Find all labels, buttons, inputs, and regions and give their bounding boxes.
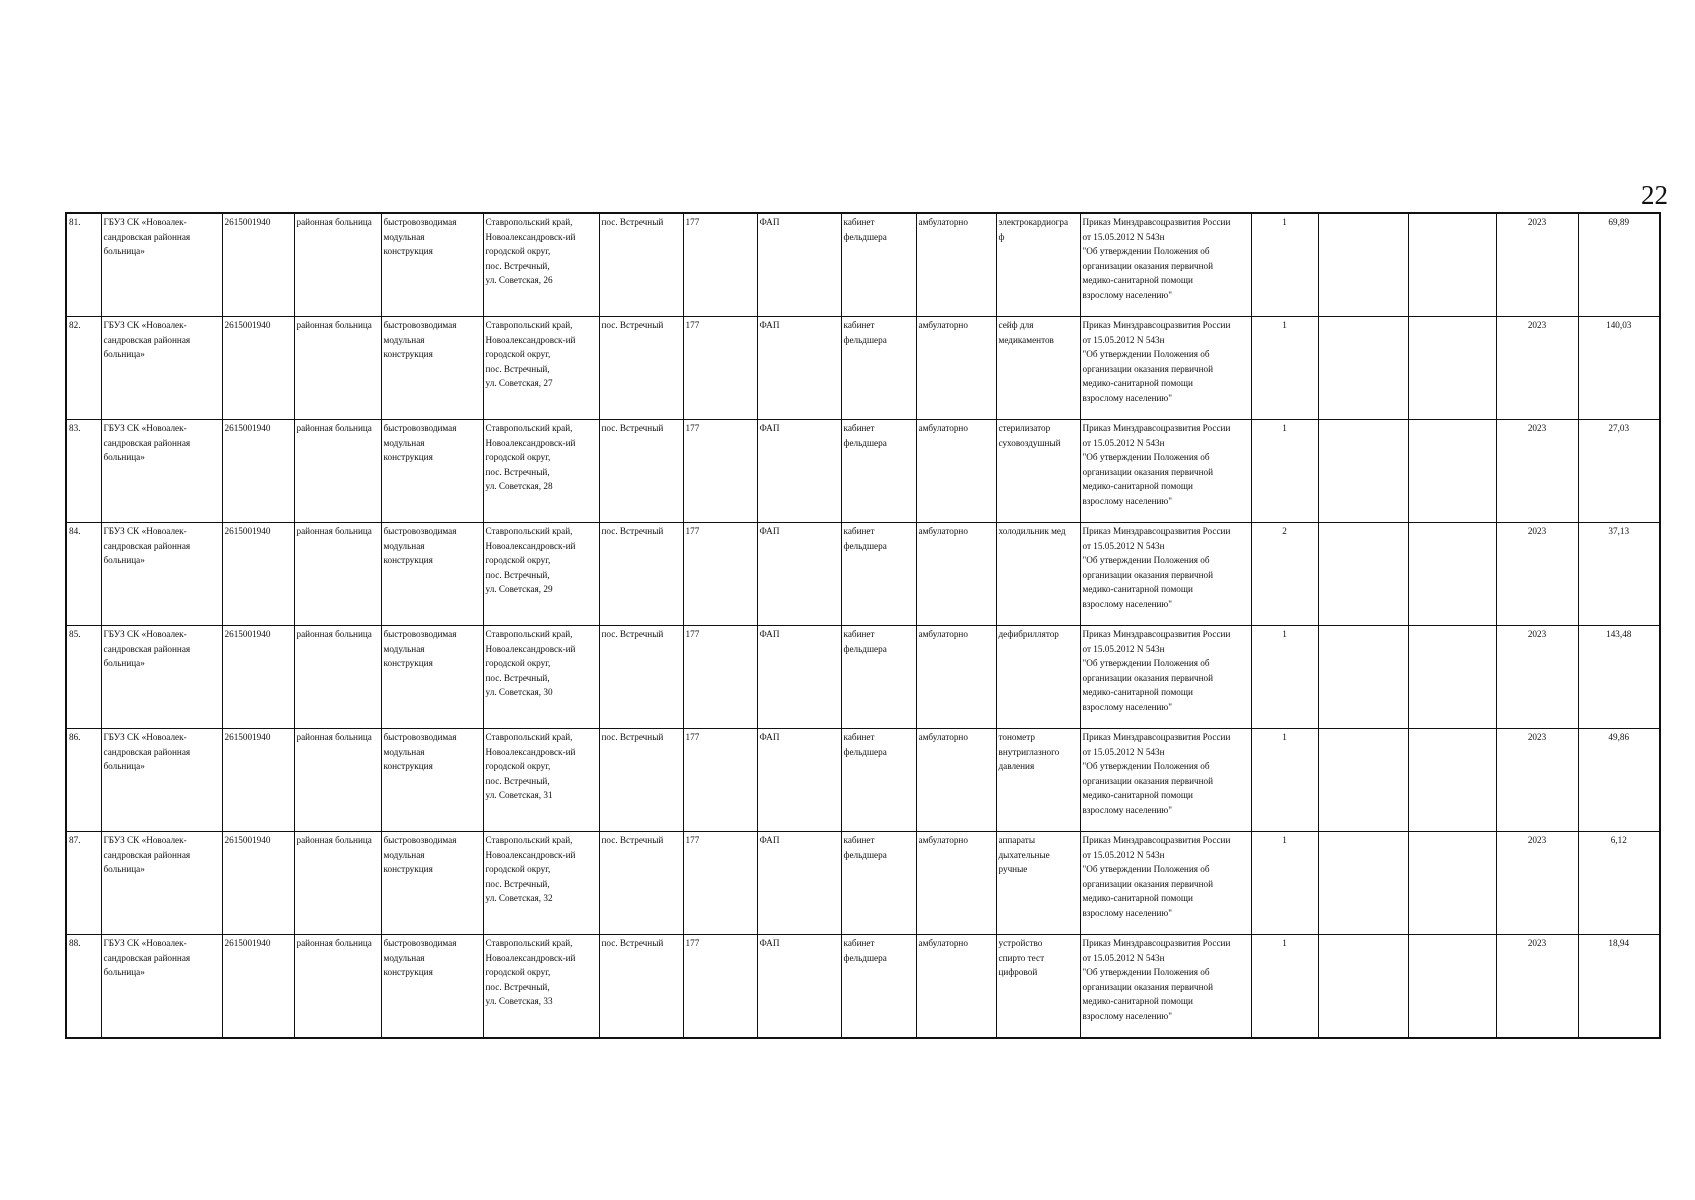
room: кабинет фельдшера — [841, 832, 916, 935]
facility-type: ФАП — [757, 420, 841, 523]
quantity: 2 — [1251, 523, 1318, 626]
address: Ставропольский край, Новоалександровск-ий городской округ, пос. Встречный, ул. Советская, 29 — [483, 523, 599, 626]
table-row — [66, 832, 1660, 935]
table-row — [66, 729, 1660, 832]
year: 2023 — [1496, 626, 1578, 729]
amount: 27,03 — [1578, 420, 1660, 523]
inn-code: 2615001940 — [222, 729, 294, 832]
year: 2023 — [1496, 523, 1578, 626]
care-form: амбулаторно — [916, 626, 996, 729]
population: 177 — [683, 832, 757, 935]
room: кабинет фельдшера — [841, 626, 916, 729]
organization-name: ГБУЗ СК «Новоалек- сандровская районная больница» — [101, 729, 222, 832]
year: 2023 — [1496, 935, 1578, 1039]
construction-type: быстровозводимая модульная конструкция — [381, 832, 483, 935]
organization-type: районная больница — [294, 626, 381, 729]
room: кабинет фельдшера — [841, 213, 916, 317]
organization-name: ГБУЗ СК «Новоалек- сандровская районная больница» — [101, 935, 222, 1039]
row-number: 83. — [66, 420, 101, 523]
regulatory-order: Приказ Минздравсоцразвития России от 15.05.2012 N 543н "Об утверждении Положения об организации оказания первичной медико-санитарной помощи взрослому населению" — [1080, 935, 1251, 1039]
care-form: амбулаторно — [916, 935, 996, 1039]
table-row — [66, 213, 1660, 317]
row-number: 82. — [66, 317, 101, 420]
amount: 6,12 — [1578, 832, 1660, 935]
empty-cell — [1408, 729, 1496, 832]
organization-type: районная больница — [294, 317, 381, 420]
quantity: 1 — [1251, 832, 1318, 935]
empty-cell — [1408, 213, 1496, 317]
facility-type: ФАП — [757, 213, 841, 317]
equipment-name: аппараты дыхательные ручные — [996, 832, 1080, 935]
inn-code: 2615001940 — [222, 213, 294, 317]
equipment-name: стерилизатор суховоздушный — [996, 420, 1080, 523]
care-form: амбулаторно — [916, 213, 996, 317]
regulatory-order: Приказ Минздравсоцразвития России от 15.05.2012 N 543н "Об утверждении Положения об организации оказания первичной медико-санитарной помощи взрослому населению" — [1080, 317, 1251, 420]
organization-name: ГБУЗ СК «Новоалек- сандровская районная больница» — [101, 213, 222, 317]
year: 2023 — [1496, 213, 1578, 317]
population: 177 — [683, 420, 757, 523]
inn-code: 2615001940 — [222, 317, 294, 420]
empty-cell — [1318, 317, 1408, 420]
table-row — [66, 626, 1660, 729]
empty-cell — [1408, 317, 1496, 420]
empty-cell — [1318, 213, 1408, 317]
equipment-register-table — [65, 212, 1661, 1039]
room: кабинет фельдшера — [841, 935, 916, 1039]
organization-name: ГБУЗ СК «Новоалек- сандровская районная больница» — [101, 626, 222, 729]
construction-type: быстровозводимая модульная конструкция — [381, 729, 483, 832]
empty-cell — [1318, 729, 1408, 832]
settlement: пос. Встречный — [599, 935, 683, 1039]
address: Ставропольский край, Новоалександровск-ий городской округ, пос. Встречный, ул. Советская, 27 — [483, 317, 599, 420]
amount: 18,94 — [1578, 935, 1660, 1039]
address: Ставропольский край, Новоалександровск-ий городской округ, пос. Встречный, ул. Советская, 31 — [483, 729, 599, 832]
table-body — [66, 213, 1660, 1038]
construction-type: быстровозводимая модульная конструкция — [381, 523, 483, 626]
row-number: 81. — [66, 213, 101, 317]
quantity: 1 — [1251, 729, 1318, 832]
regulatory-order: Приказ Минздравсоцразвития России от 15.05.2012 N 543н "Об утверждении Положения об организации оказания первичной медико-санитарной помощи взрослому населению" — [1080, 729, 1251, 832]
row-number: 85. — [66, 626, 101, 729]
facility-type: ФАП — [757, 626, 841, 729]
care-form: амбулаторно — [916, 523, 996, 626]
amount: 69,89 — [1578, 213, 1660, 317]
organization-name: ГБУЗ СК «Новоалек- сандровская районная больница» — [101, 317, 222, 420]
quantity: 1 — [1251, 420, 1318, 523]
equipment-name: дефибриллятор — [996, 626, 1080, 729]
address: Ставропольский край, Новоалександровск-ий городской округ, пос. Встречный, ул. Советская, 30 — [483, 626, 599, 729]
room: кабинет фельдшера — [841, 420, 916, 523]
organization-name: ГБУЗ СК «Новоалек- сандровская районная больница» — [101, 420, 222, 523]
organization-type: районная больница — [294, 832, 381, 935]
empty-cell — [1318, 832, 1408, 935]
room: кабинет фельдшера — [841, 523, 916, 626]
amount: 143,48 — [1578, 626, 1660, 729]
empty-cell — [1408, 832, 1496, 935]
address: Ставропольский край, Новоалександровск-ий городской округ, пос. Встречный, ул. Советская, 26 — [483, 213, 599, 317]
equipment-name: сейф для медикаментов — [996, 317, 1080, 420]
organization-type: районная больница — [294, 729, 381, 832]
facility-type: ФАП — [757, 935, 841, 1039]
facility-type: ФАП — [757, 317, 841, 420]
regulatory-order: Приказ Минздравсоцразвития России от 15.05.2012 N 543н "Об утверждении Положения об организации оказания первичной медико-санитарной помощи взрослому населению" — [1080, 832, 1251, 935]
construction-type: быстровозводимая модульная конструкция — [381, 420, 483, 523]
quantity: 1 — [1251, 213, 1318, 317]
address: Ставропольский край, Новоалександровск-ий городской округ, пос. Встречный, ул. Советская, 33 — [483, 935, 599, 1039]
address: Ставропольский край, Новоалександровск-ий городской округ, пос. Встречный, ул. Советская, 28 — [483, 420, 599, 523]
settlement: пос. Встречный — [599, 626, 683, 729]
quantity: 1 — [1251, 935, 1318, 1039]
regulatory-order: Приказ Минздравсоцразвития России от 15.05.2012 N 543н "Об утверждении Положения об организации оказания первичной медико-санитарной помощи взрослому населению" — [1080, 213, 1251, 317]
amount: 140,03 — [1578, 317, 1660, 420]
care-form: амбулаторно — [916, 729, 996, 832]
settlement: пос. Встречный — [599, 832, 683, 935]
address: Ставропольский край, Новоалександровск-ий городской округ, пос. Встречный, ул. Советская, 32 — [483, 832, 599, 935]
quantity: 1 — [1251, 317, 1318, 420]
empty-cell — [1318, 420, 1408, 523]
table-row — [66, 935, 1660, 1039]
settlement: пос. Встречный — [599, 420, 683, 523]
empty-cell — [1408, 523, 1496, 626]
equipment-name: электрокардиогра ф — [996, 213, 1080, 317]
facility-type: ФАП — [757, 729, 841, 832]
inn-code: 2615001940 — [222, 832, 294, 935]
amount: 49,86 — [1578, 729, 1660, 832]
facility-type: ФАП — [757, 832, 841, 935]
year: 2023 — [1496, 832, 1578, 935]
organization-name: ГБУЗ СК «Новоалек- сандровская районная больница» — [101, 523, 222, 626]
care-form: амбулаторно — [916, 420, 996, 523]
equipment-name: устройство спирто тест цифровой — [996, 935, 1080, 1039]
table-row — [66, 420, 1660, 523]
year: 2023 — [1496, 317, 1578, 420]
organization-type: районная больница — [294, 213, 381, 317]
population: 177 — [683, 213, 757, 317]
inn-code: 2615001940 — [222, 935, 294, 1039]
empty-cell — [1408, 935, 1496, 1039]
year: 2023 — [1496, 420, 1578, 523]
table-row — [66, 317, 1660, 420]
row-number: 88. — [66, 935, 101, 1039]
room: кабинет фельдшера — [841, 317, 916, 420]
empty-cell — [1318, 523, 1408, 626]
settlement: пос. Встречный — [599, 213, 683, 317]
construction-type: быстровозводимая модульная конструкция — [381, 317, 483, 420]
inn-code: 2615001940 — [222, 626, 294, 729]
population: 177 — [683, 523, 757, 626]
year: 2023 — [1496, 729, 1578, 832]
organization-name: ГБУЗ СК «Новоалек- сандровская районная больница» — [101, 832, 222, 935]
regulatory-order: Приказ Минздравсоцразвития России от 15.05.2012 N 543н "Об утверждении Положения об организации оказания первичной медико-санитарной помощи взрослому населению" — [1080, 420, 1251, 523]
construction-type: быстровозводимая модульная конструкция — [381, 626, 483, 729]
inn-code: 2615001940 — [222, 420, 294, 523]
organization-type: районная больница — [294, 523, 381, 626]
row-number: 87. — [66, 832, 101, 935]
construction-type: быстровозводимая модульная конструкция — [381, 213, 483, 317]
equipment-name: тонометр внутриглазного давления — [996, 729, 1080, 832]
organization-type: районная больница — [294, 420, 381, 523]
amount: 37,13 — [1578, 523, 1660, 626]
regulatory-order: Приказ Минздравсоцразвития России от 15.05.2012 N 543н "Об утверждении Положения об организации оказания первичной медико-санитарной помощи взрослому населению" — [1080, 523, 1251, 626]
construction-type: быстровозводимая модульная конструкция — [381, 935, 483, 1039]
settlement: пос. Встречный — [599, 729, 683, 832]
inn-code: 2615001940 — [222, 523, 294, 626]
care-form: амбулаторно — [916, 832, 996, 935]
row-number: 86. — [66, 729, 101, 832]
row-number: 84. — [66, 523, 101, 626]
table-row — [66, 523, 1660, 626]
equipment-name: холодильник мед — [996, 523, 1080, 626]
care-form: амбулаторно — [916, 317, 996, 420]
room: кабинет фельдшера — [841, 729, 916, 832]
page-number: 22 — [1641, 180, 1668, 210]
facility-type: ФАП — [757, 523, 841, 626]
organization-type: районная больница — [294, 935, 381, 1039]
quantity: 1 — [1251, 626, 1318, 729]
empty-cell — [1408, 626, 1496, 729]
population: 177 — [683, 935, 757, 1039]
empty-cell — [1408, 420, 1496, 523]
settlement: пос. Встречный — [599, 523, 683, 626]
empty-cell — [1318, 626, 1408, 729]
regulatory-order: Приказ Минздравсоцразвития России от 15.05.2012 N 543н "Об утверждении Положения об организации оказания первичной медико-санитарной помощи взрослому населению" — [1080, 626, 1251, 729]
population: 177 — [683, 317, 757, 420]
population: 177 — [683, 626, 757, 729]
population: 177 — [683, 729, 757, 832]
settlement: пос. Встречный — [599, 317, 683, 420]
empty-cell — [1318, 935, 1408, 1039]
